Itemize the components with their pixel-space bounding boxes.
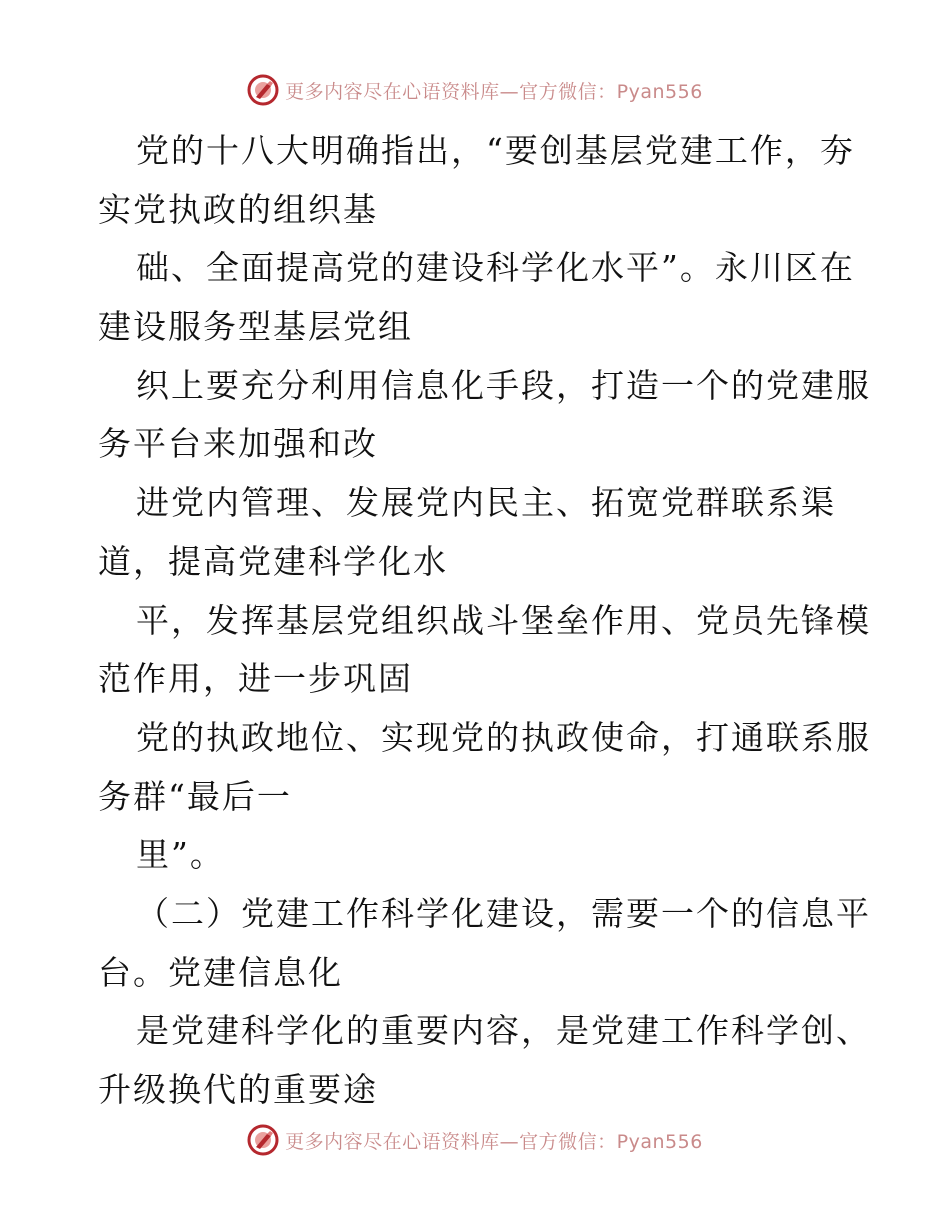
text-line: 实党执政的组织基 (98, 189, 378, 229)
document-body (98, 122, 871, 1120)
seal-logo-icon (247, 74, 279, 106)
text-line: 织上要充分利用信息化手段，打造一个的党建服 (136, 365, 871, 405)
text-line: 里”。 (136, 835, 225, 875)
text-line: （二）党建工作科学化建设，需要一个的信息平 (136, 893, 871, 933)
text-line: 是党建科学化的重要内容，是党建工作科学创、 (136, 1011, 871, 1051)
footer-watermark (0, 1120, 950, 1160)
header-watermark (0, 70, 950, 110)
text-line: 党的执政地位、实现党的执政使命，打通联系服 (136, 717, 871, 757)
text-line: 台。党建信息化 (98, 952, 343, 992)
text-line: 务平台来加强和改 (98, 424, 378, 464)
seal-logo-icon (247, 1124, 279, 1156)
text-line: 务群“最后一 (98, 776, 292, 816)
watermark-text: 更多内容尽在心语资料库—官方微信：Pyan556 (285, 1130, 703, 1153)
text-line: 道，提高党建科学化水 (98, 541, 448, 581)
text-line: 党的十八大明确指出，“要创基层党建工作，夯 (136, 131, 855, 170)
text-line: 升级换代的重要途 (98, 1070, 378, 1109)
text-line: 平，发挥基层党组织战斗堡垒作用、党员先锋模 (136, 600, 871, 640)
watermark-text: 更多内容尽在心语资料库—官方微信：Pyan556 (285, 80, 703, 103)
text-line: 进党内管理、发展党内民主、拓宽党群联系渠 (136, 483, 836, 523)
text-line: 范作用，进一步巩固 (98, 659, 413, 699)
text-line: 建设服务型基层党组 (98, 307, 413, 347)
text-line: 础、全面提高党的建设科学化水平”。永川区在 (136, 248, 855, 288)
